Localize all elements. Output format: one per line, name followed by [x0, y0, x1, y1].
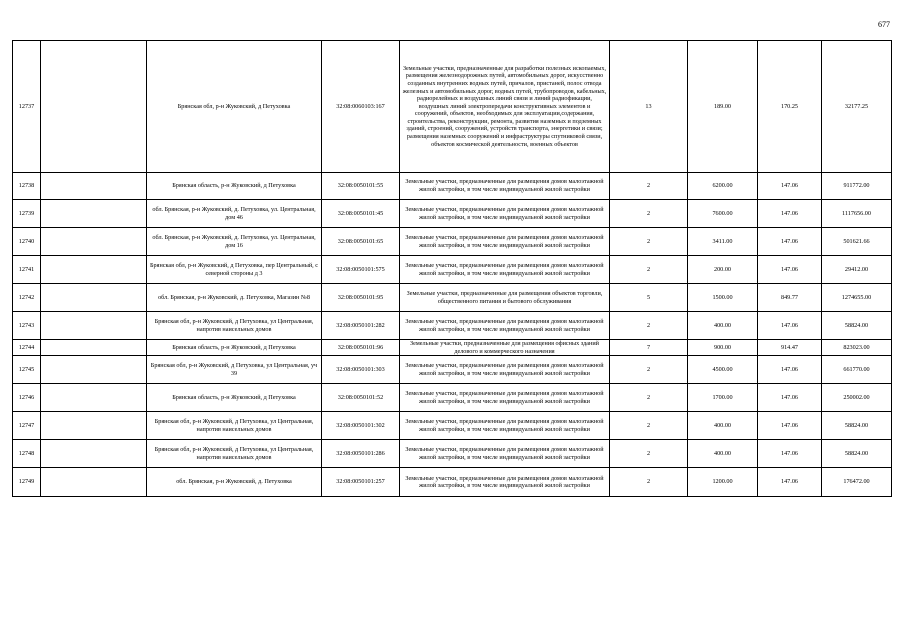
row-cadastral-number: 32:08:0050101:52 [322, 384, 400, 412]
row-purpose: Земельные участки, предназначенные для размещения домов малоэтажной жилой застройки, в том числе индивидуальной жилой застройки [400, 173, 610, 200]
table-row [13, 41, 892, 173]
row-cadastral-number: 32:08:0050101:282 [322, 312, 400, 340]
row-value: 823023.00 [822, 340, 892, 356]
empty-cell [41, 340, 147, 356]
row-value: 29412.00 [822, 256, 892, 284]
row-area: 400.00 [688, 412, 758, 440]
row-rate: 147.06 [758, 256, 822, 284]
table-row [13, 340, 892, 356]
row-address: обл. Брянская, р-н Жуковский, д. Петуховка, ул. Центральная, дом 46 [147, 200, 322, 228]
row-purpose: Земельные участки, предназначенные для размещения офисных зданий делового и коммерческого назначения [400, 340, 610, 356]
row-purpose: Земельные участки, предназначенные для размещения домов малоэтажной жилой застройки, в том числе индивидуальной жилой застройки [400, 228, 610, 256]
row-purpose: Земельные участки, предназначенные для размещения домов малоэтажной жилой застройки, в том числе индивидуальной жилой застройки [400, 200, 610, 228]
row-area: 400.00 [688, 440, 758, 468]
row-rate: 147.06 [758, 468, 822, 497]
row-purpose: Земельные участки, предназначенные для разработки полезных ископаемых, размещения железнодорожных путей, автомобильных дорог, искусственно созданных внутренних водных путей, причалов, пристаней, полос отвода железных и автомобильных дорог, водных путей, трубопроводов, кабельных, радиорелейных и воздушных линий связи и линий радиофикации, воздушных линий электропередачи конструктивных элементов и сооружений, объектов, необходимых для эксплуатации,содержания, строительства, реконструкции, ремонта, развития наземных и подземных зданий, строений, сооружений, устройств транспорта, энергетики и связи; размещения наземных сооружений и инфраструктуры спутниковой связи, объектов космической деятельности, военных объектов [400, 41, 610, 173]
table-row [13, 440, 892, 468]
row-area: 4500.00 [688, 356, 758, 384]
table-row [13, 200, 892, 228]
row-area: 1200.00 [688, 468, 758, 497]
row-area: 3411.00 [688, 228, 758, 256]
row-rate: 914.47 [758, 340, 822, 356]
row-value: 58824.00 [822, 440, 892, 468]
row-address: Брянская обл, р-н Жуковский, д Петуховка, ул Центральная, напротив наисельных домов [147, 312, 322, 340]
row-group: 7 [610, 340, 688, 356]
row-address: Брянская обл, р-н Жуковский, д Петуховка, ул Центральная, напротив наисельных домов [147, 440, 322, 468]
empty-cell [41, 284, 147, 312]
table-body [13, 41, 892, 497]
row-value: 32177.25 [822, 41, 892, 173]
row-value: 250002.00 [822, 384, 892, 412]
row-group: 13 [610, 41, 688, 173]
table-row [13, 384, 892, 412]
row-id: 12742 [13, 284, 41, 312]
row-group: 2 [610, 312, 688, 340]
row-cadastral-number: 32:08:0050101:302 [322, 412, 400, 440]
row-id: 12743 [13, 312, 41, 340]
empty-cell [41, 41, 147, 173]
row-rate: 147.06 [758, 412, 822, 440]
row-area: 900.00 [688, 340, 758, 356]
row-value: 501621.66 [822, 228, 892, 256]
row-area: 1700.00 [688, 384, 758, 412]
row-group: 2 [610, 228, 688, 256]
row-value: 1274655.00 [822, 284, 892, 312]
row-rate: 849.77 [758, 284, 822, 312]
empty-cell [41, 384, 147, 412]
row-group: 2 [610, 256, 688, 284]
row-group: 2 [610, 173, 688, 200]
empty-cell [41, 412, 147, 440]
row-id: 12741 [13, 256, 41, 284]
row-cadastral-number: 32:08:0050101:45 [322, 200, 400, 228]
row-value: 176472.00 [822, 468, 892, 497]
row-cadastral-number: 32:08:0060103:167 [322, 41, 400, 173]
table-row [13, 228, 892, 256]
empty-cell [41, 173, 147, 200]
row-value: 58824.00 [822, 312, 892, 340]
row-id: 12747 [13, 412, 41, 440]
row-cadastral-number: 32:08:0050101:55 [322, 173, 400, 200]
row-address: Брянская обл, р-н Жуковский, д Петуховка, ул Центральная, напротив наисельных домов [147, 412, 322, 440]
land-registry-table [12, 40, 892, 497]
row-id: 12746 [13, 384, 41, 412]
row-rate: 147.06 [758, 228, 822, 256]
empty-cell [41, 200, 147, 228]
table-row [13, 256, 892, 284]
row-address: Брянская область, р-н Жуковский, д Петуховка [147, 340, 322, 356]
empty-cell [41, 228, 147, 256]
row-cadastral-number: 32:08:0050101:575 [322, 256, 400, 284]
row-rate: 147.06 [758, 173, 822, 200]
row-value: 911772.00 [822, 173, 892, 200]
row-value: 58824.00 [822, 412, 892, 440]
row-rate: 147.06 [758, 200, 822, 228]
row-area: 6200.00 [688, 173, 758, 200]
row-purpose: Земельные участки, предназначенные для размещения объектов торговли, общественного питания и бытового обслуживания [400, 284, 610, 312]
table-row [13, 284, 892, 312]
row-purpose: Земельные участки, предназначенные для размещения домов малоэтажной жилой застройки, в том числе индивидуальной жилой застройки [400, 412, 610, 440]
row-cadastral-number: 32:08:0050101:286 [322, 440, 400, 468]
row-id: 12749 [13, 468, 41, 497]
table-row [13, 173, 892, 200]
row-id: 12739 [13, 200, 41, 228]
row-cadastral-number: 32:08:0050101:257 [322, 468, 400, 497]
row-id: 12745 [13, 356, 41, 384]
row-area: 7600.00 [688, 200, 758, 228]
empty-cell [41, 440, 147, 468]
row-value: 1117656.00 [822, 200, 892, 228]
row-group: 2 [610, 356, 688, 384]
row-group: 2 [610, 412, 688, 440]
row-rate: 170.25 [758, 41, 822, 173]
row-group: 2 [610, 468, 688, 497]
row-purpose: Земельные участки, предназначенные для размещения домов малоэтажной жилой застройки, в том числе индивидуальной жилой застройки [400, 384, 610, 412]
empty-cell [41, 356, 147, 384]
row-id: 12737 [13, 41, 41, 173]
row-value: 661770.00 [822, 356, 892, 384]
row-address: Брянская область, р-н Жуковский, д Петуховка [147, 173, 322, 200]
row-address: Брянская область, р-н Жуковский, д Петуховка [147, 384, 322, 412]
row-group: 2 [610, 384, 688, 412]
row-cadastral-number: 32:08:0050101:303 [322, 356, 400, 384]
row-area: 400.00 [688, 312, 758, 340]
row-purpose: Земельные участки, предназначенные для размещения домов малоэтажной жилой застройки, в том числе индивидуальной жилой застройки [400, 468, 610, 497]
page-number: 677 [878, 20, 890, 29]
row-purpose: Земельные участки, предназначенные для размещения домов малоэтажной жилой застройки, в том числе индивидуальной жилой застройки [400, 256, 610, 284]
row-id: 12738 [13, 173, 41, 200]
row-purpose: Земельные участки, предназначенные для размещения домов малоэтажной жилой застройки, в том числе индивидуальной жилой застройки [400, 356, 610, 384]
row-rate: 147.06 [758, 312, 822, 340]
row-rate: 147.06 [758, 356, 822, 384]
row-id: 12744 [13, 340, 41, 356]
row-id: 12748 [13, 440, 41, 468]
row-area: 1500.00 [688, 284, 758, 312]
table-row [13, 412, 892, 440]
row-rate: 147.06 [758, 384, 822, 412]
empty-cell [41, 468, 147, 497]
row-address: Брянская обл, р-н Жуковский, д Петуховка, пер Центральный, с северной стороны д 3 [147, 256, 322, 284]
row-group: 5 [610, 284, 688, 312]
row-cadastral-number: 32:08:0050101:95 [322, 284, 400, 312]
row-address: Брянская обл, р-н Жуковский, д Петуховка, ул Центральная, уч 39 [147, 356, 322, 384]
row-group: 2 [610, 200, 688, 228]
row-area: 200.00 [688, 256, 758, 284]
table-row [13, 312, 892, 340]
row-cadastral-number: 32:08:0050101:65 [322, 228, 400, 256]
table-row [13, 468, 892, 497]
row-cadastral-number: 32:08:0050101:96 [322, 340, 400, 356]
table-row [13, 356, 892, 384]
row-address: обл. Брянская, р-н Жуковский, д. Петуховка, Магазин №8 [147, 284, 322, 312]
empty-cell [41, 256, 147, 284]
empty-cell [41, 312, 147, 340]
row-group: 2 [610, 440, 688, 468]
row-purpose: Земельные участки, предназначенные для размещения домов малоэтажной жилой застройки, в том числе индивидуальной жилой застройки [400, 312, 610, 340]
row-address: Брянская обл, р-н Жуковский, д Петуховка [147, 41, 322, 173]
row-id: 12740 [13, 228, 41, 256]
row-area: 189.00 [688, 41, 758, 173]
row-rate: 147.06 [758, 440, 822, 468]
row-address: обл. Брянская, р-н Жуковский, д. Петуховка [147, 468, 322, 497]
row-address: обл. Брянская, р-н Жуковский, д. Петуховка, ул. Центральная, дом 16 [147, 228, 322, 256]
row-purpose: Земельные участки, предназначенные для размещения домов малоэтажной жилой застройки, в том числе индивидуальной жилой застройки [400, 440, 610, 468]
